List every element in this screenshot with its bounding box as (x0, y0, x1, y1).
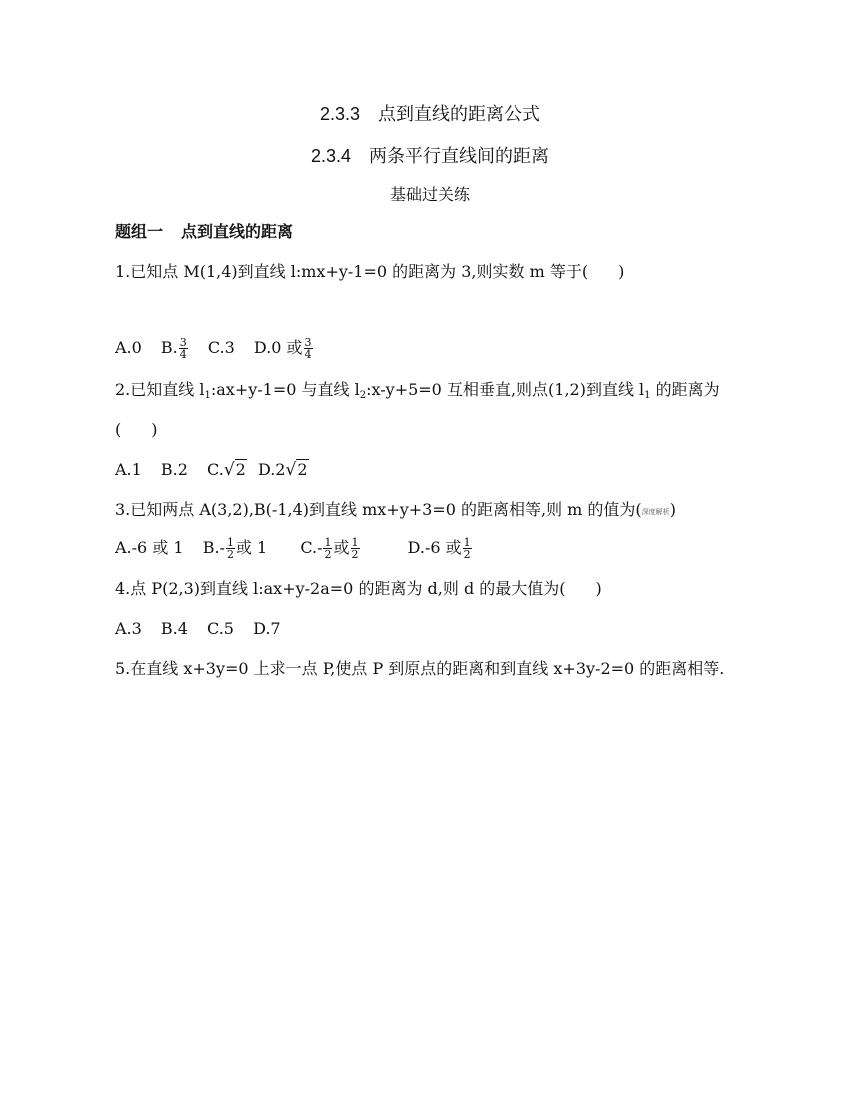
question-5-stem: 5.在直线 x+3y=0 上求一点 P,使点 P 到原点的距离和到直线 x+3y-2=0 的距离相等. (115, 659, 725, 678)
option-c: C.- $\frac{1}{2}$ 或 $\frac{1}{2}$ (300, 536, 359, 561)
option-d: D.-6 或 $\frac{1}{2}$ (407, 536, 471, 561)
fraction: $\frac{1}{2}$ (226, 536, 234, 561)
option-b: B.4 (160, 619, 188, 638)
question-text: 1.已知点 M(1,4)到直线 l:mx+y-1=0 的距离为 3,则实数 m 等于( (115, 262, 589, 281)
sqrt-symbol: √2 (285, 460, 308, 480)
fraction: $\frac{3}{4}$ (179, 336, 187, 361)
option-c: C.3 (207, 338, 235, 357)
option-d: D.2√2 (257, 460, 308, 480)
option-a: A.0 (115, 338, 142, 357)
question-2-options (115, 458, 309, 482)
question-4-stem: 4.点 P(2,3)到直线 l:ax+y-2a=0 的距离为 d,则 d 的最大值为( ) (115, 579, 602, 598)
option-b: B. $\frac{3}{4}$ (160, 336, 187, 361)
section-title-1 (0, 100, 860, 126)
question-3-options (115, 536, 473, 560)
question-4-options (115, 617, 281, 641)
option-c: C.5 (207, 619, 234, 638)
option-b: B.2 (160, 460, 188, 479)
option-d: D.0 或 $\frac{3}{4}$ (253, 336, 312, 361)
question-1-stem (115, 260, 624, 284)
section-number: 2.3.3 (319, 104, 361, 124)
question-3-stem: 3.已知两点 A(3,2),B(-1,4)到直线 mx+y+3=0 的距离相等,则 m 的值为(深度解析) (115, 500, 676, 519)
section-title-2 (0, 142, 860, 168)
group-heading (115, 220, 293, 244)
section-title-text: 点到直线的距离公式 (378, 104, 541, 125)
question-paren: ) (618, 262, 625, 281)
group-title: 点到直线的距离 (181, 222, 294, 241)
fraction: $\frac{1}{2}$ (351, 536, 359, 561)
question-2-stem: 2.已知直线 $l_1:ax+y-1=0$ 与直线 $l_2:x-y+5=0$ 互相垂直,则点(1,2)到直线 $l_1$ 的距离为 (115, 380, 720, 401)
group-label: 题组一 (115, 222, 164, 241)
option-d: D.7 (253, 619, 281, 638)
subtitle: 基础过关练 (389, 185, 470, 204)
fraction: $\frac{3}{4}$ (304, 336, 312, 361)
fraction: $\frac{1}{2}$ (324, 536, 332, 561)
option-c: C.√2 (207, 460, 246, 480)
fraction: $\frac{1}{2}$ (463, 536, 471, 561)
option-a: A.1 (115, 460, 142, 479)
option-b: B.- $\frac{1}{2}$ 或 1 (202, 536, 268, 561)
question-1-options (115, 336, 314, 360)
option-a: A.-6 或 1 (115, 538, 184, 557)
section-title-text: 两条平行直线间的距离 (369, 146, 550, 167)
section-number: 2.3.4 (310, 146, 352, 166)
question-2-paren: ( ) (115, 420, 158, 439)
analysis-tag: 深度解析 (641, 508, 670, 516)
option-a: A.3 (115, 619, 142, 638)
sqrt-symbol: √2 (223, 460, 246, 480)
